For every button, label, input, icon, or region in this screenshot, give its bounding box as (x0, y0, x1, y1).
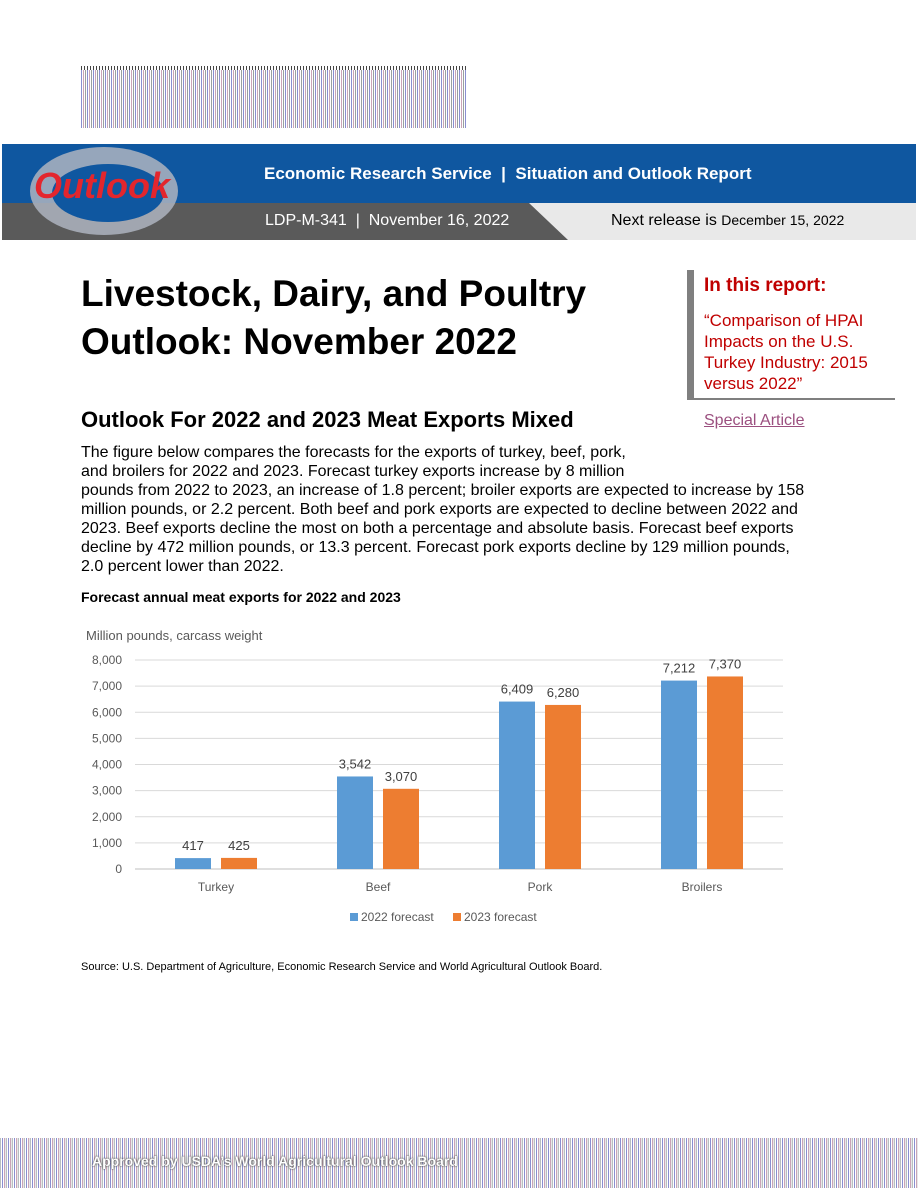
data-label: 6,409 (500, 681, 534, 697)
paragraph-line: pounds from 2022 to 2023, an increase of 1.8 percent; broiler exports are expected to increase by 158 (81, 482, 805, 499)
legend-swatch (350, 913, 358, 921)
outlook-logo (28, 143, 178, 239)
legend-swatch (453, 913, 461, 921)
y-tick-label: 8,000 (91, 653, 122, 667)
section-title: Outlook For 2022 and 2023 Meat Exports Mixed (81, 407, 574, 432)
paragraph-line: decline by 472 million pounds, or 13.3 percent. Forecast pork exports decline by 129 million pounds, (81, 539, 790, 556)
paragraph-line: 2.0 percent lower than 2022. (81, 558, 284, 575)
next-release (611, 212, 844, 230)
bar-turkey-1 (175, 858, 211, 869)
y-tick-label: 2,000 (91, 809, 122, 824)
bar-pork-2 (545, 705, 581, 869)
y-tick-label: 1,000 (91, 835, 122, 850)
logo-text: Outlook (34, 165, 170, 206)
y-tick-label: 7,000 (91, 679, 122, 694)
footer-text: Approved by USDA’s World Agricultural Outlook Board (92, 1153, 458, 1169)
page-title: Livestock, Dairy, and Poultry Outlook: November 2022 (81, 273, 587, 362)
bar-beef-1 (337, 776, 373, 869)
body-paragraph (81, 443, 841, 576)
paragraph-line: 2023. Beef exports decline the most on both a percentage and absolute basis. Forecast beef exports (81, 520, 794, 537)
next-release-label: Next release is (611, 212, 722, 229)
data-label: 7,212 (662, 660, 696, 676)
next-release-date: December 15, 2022 (721, 212, 845, 228)
figure-title: Forecast annual meat exports for 2022 and 2023 (81, 589, 401, 605)
sidebar-heading: In this report: (704, 275, 827, 296)
special-article-link[interactable]: Special Article (704, 412, 805, 429)
in-this-report-box (687, 270, 895, 400)
exports-bar-chart (80, 622, 800, 932)
data-label: 3,070 (384, 768, 418, 784)
barcode-image (81, 66, 467, 128)
footer-band (0, 1138, 918, 1188)
header-title: Economic Research Service | Situation and Outlook Report (264, 164, 752, 183)
x-tick-label: Pork (527, 880, 553, 894)
source-note: Source: U.S. Department of Agriculture, Economic Research Service and World Agricultural Outlook Board. (81, 961, 603, 973)
y-tick-label: 4,000 (91, 757, 122, 772)
paragraph-line: The figure below compares the forecasts for the exports of turkey, beef, pork, (81, 444, 626, 461)
y-tick-label: 5,000 (91, 731, 122, 746)
data-label: 7,370 (708, 656, 742, 672)
x-tick-label: Turkey (197, 880, 235, 894)
bar-pork-1 (499, 702, 535, 869)
y-tick-label: 6,000 (91, 705, 122, 720)
data-label: 6,280 (546, 684, 580, 700)
x-tick-label: Beef (365, 880, 391, 894)
y-axis-title: Million pounds, carcass weight (86, 628, 263, 643)
data-label: 417 (182, 838, 204, 854)
paragraph-line: million pounds, or 2.2 percent. Both beef and pork exports are expected to decline between 2022 and (81, 501, 798, 518)
bar-beef-2 (383, 789, 419, 869)
bar-broilers-1 (661, 681, 697, 869)
report-id-date: LDP-M-341 | November 16, 2022 (265, 212, 510, 229)
x-tick-label: Broilers (681, 880, 723, 894)
bar-broilers-2 (707, 676, 743, 869)
data-label: 425 (228, 837, 250, 853)
sidebar-article-title: “Comparison of HPAI Impacts on the U.S. Turkey Industry: 2015 versus 2022” (704, 311, 868, 393)
legend-label: 2023 forecast (464, 910, 537, 924)
y-tick-label: 3,000 (91, 783, 122, 798)
y-tick-label: 0 (115, 862, 122, 876)
paragraph-line: and broilers for 2022 and 2023. Forecast turkey exports increase by 8 million (81, 463, 625, 480)
legend-label: 2022 forecast (361, 910, 434, 924)
data-label: 3,542 (338, 756, 372, 772)
bar-turkey-2 (221, 858, 257, 869)
